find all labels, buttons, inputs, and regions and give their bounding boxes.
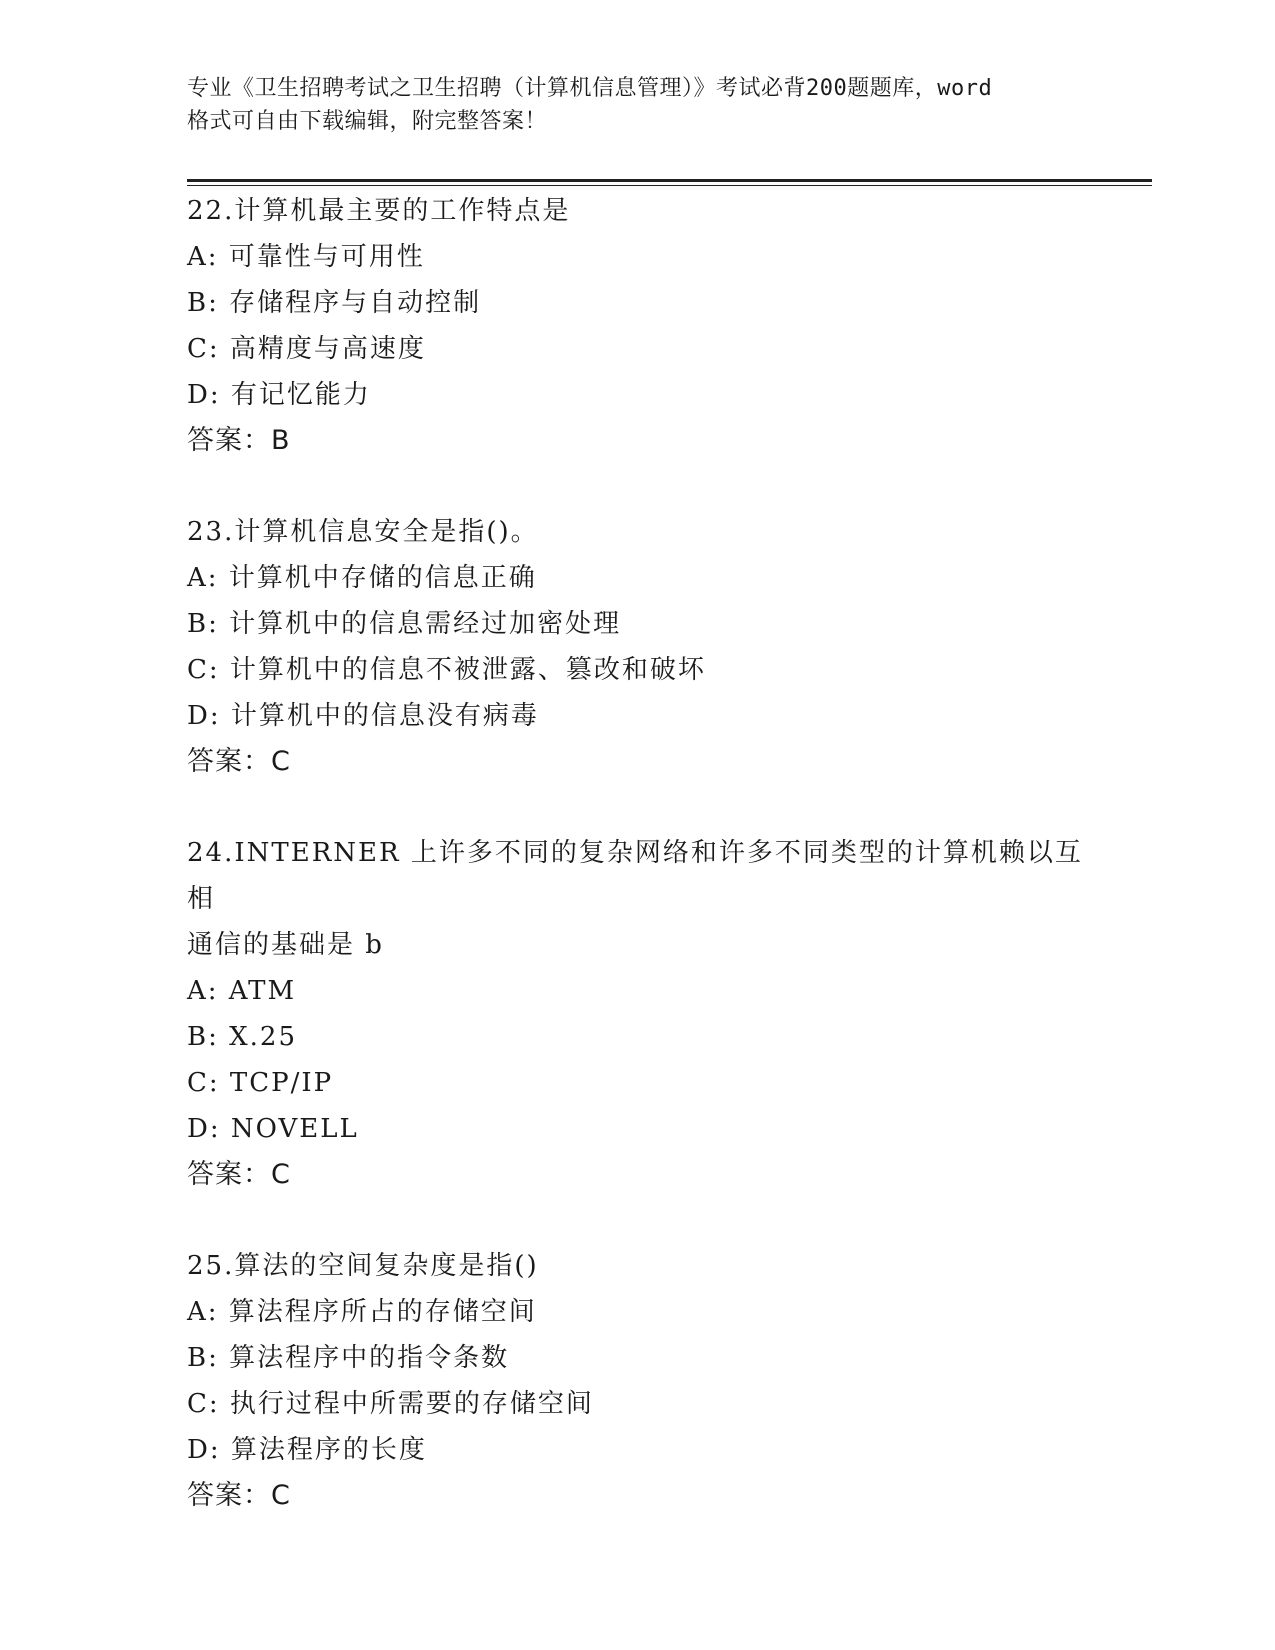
option-c: C: 计算机中的信息不被泄露、篡改和破坏 <box>187 655 706 685</box>
answer: 答案：C <box>187 1480 291 1511</box>
question-list <box>187 188 1107 1564</box>
option-c: C: TCP/IP <box>187 1068 334 1098</box>
question-23 <box>187 509 1107 785</box>
question-title-line-1: 24.INTERNER 上许多不同的复杂网络和许多不同类型的计算机赖以互相 <box>187 838 1083 914</box>
option-a: A: 计算机中存储的信息正确 <box>187 563 537 593</box>
question-title-line-2: 通信的基础是 b <box>187 930 384 960</box>
answer: 答案：B <box>187 425 291 456</box>
option-a: A: 算法程序所占的存储空间 <box>187 1297 537 1327</box>
option-d: D: 算法程序的长度 <box>187 1435 427 1465</box>
option-d: D: 计算机中的信息没有病毒 <box>187 701 539 731</box>
option-c: C: 高精度与高速度 <box>187 334 426 364</box>
option-b: B: 算法程序中的指令条数 <box>187 1343 510 1373</box>
option-b: B: 存储程序与自动控制 <box>187 288 482 318</box>
question-title: 25.算法的空间复杂度是指() <box>187 1251 539 1281</box>
option-b: B: X.25 <box>187 1022 297 1052</box>
question-25 <box>187 1243 1107 1519</box>
question-22 <box>187 188 1107 464</box>
question-title: 22.计算机最主要的工作特点是 <box>187 196 571 226</box>
header-divider-thick <box>187 179 1152 182</box>
option-d: D: NOVELL <box>187 1114 359 1144</box>
answer: 答案：C <box>187 1159 291 1190</box>
header-divider-thin <box>187 185 1152 186</box>
option-d: D: 有记忆能力 <box>187 380 371 410</box>
question-24 <box>187 830 1107 1198</box>
document-header <box>187 72 1087 138</box>
option-a: A: ATM <box>187 976 297 1006</box>
header-line-1: 专业《卫生招聘考试之卫生招聘（计算机信息管理）》考试必背200题题库，word <box>187 76 993 101</box>
answer: 答案：C <box>187 746 291 777</box>
header-line-2: 格式可自由下载编辑，附完整答案！ <box>187 109 548 134</box>
option-b: B: 计算机中的信息需经过加密处理 <box>187 609 622 639</box>
option-a: A: 可靠性与可用性 <box>187 242 425 272</box>
option-c: C: 执行过程中所需要的存储空间 <box>187 1389 594 1419</box>
question-title: 23.计算机信息安全是指()。 <box>187 517 539 547</box>
